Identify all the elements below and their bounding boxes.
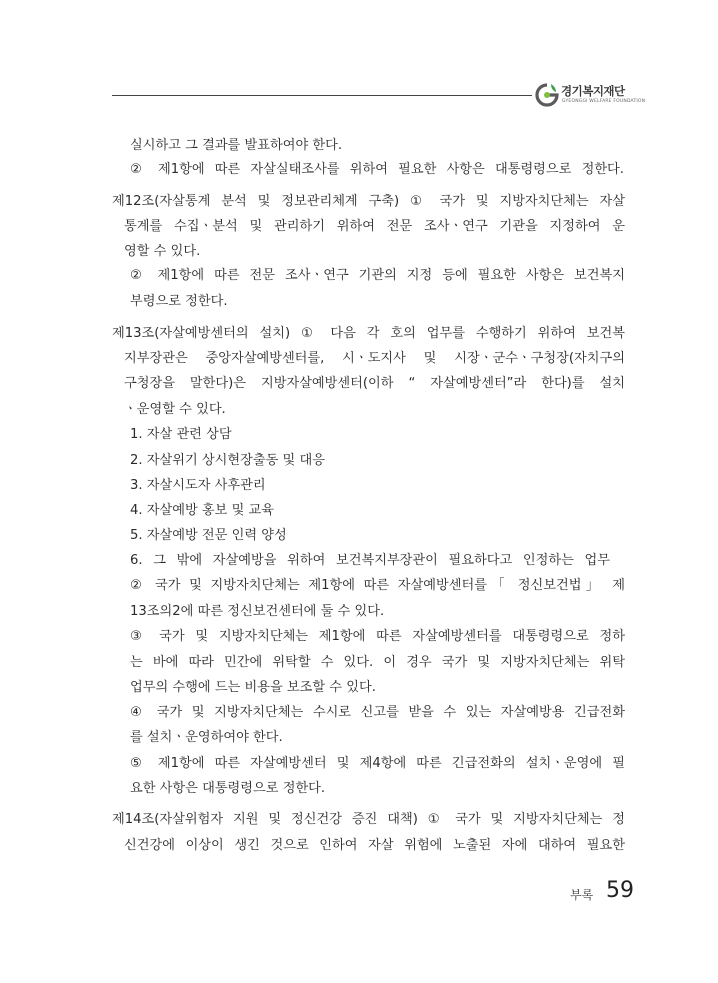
body-line: ② 제1항에 따른 자살실태조사를 위하여 필요한 사항은 대통령령으로 정한다. xyxy=(130,162,624,177)
body-line: ④ 국가 및 지방자치단체는 수시로 신고를 받을 수 있는 자살예방용 긴급전화 xyxy=(130,705,625,720)
body-line: 는 바에 따라 민간에 위탁할 수 있다. 이 경우 국가 및 지방자치단체는 위탁 xyxy=(130,655,625,670)
body-line: 13조의2에 따른 정신보건센터에 둘 수 있다. xyxy=(130,604,385,619)
list-item: 3. 자살시도자 사후관리 xyxy=(130,478,266,493)
foundation-logo-mark-icon xyxy=(534,82,560,108)
article-line: 제12조(자살통계 분석 및 정보관리체계 구축) ① 국가 및 지방자치단체는 자살 xyxy=(112,194,625,209)
page-number: 59 xyxy=(606,878,634,903)
body-line: ㆍ운영할 수 있다. xyxy=(124,402,226,417)
list-item: 5. 자살예방 전문 인력 양성 xyxy=(130,528,287,543)
list-item: 1. 자살 관련 상담 xyxy=(130,427,232,442)
list-item: 4. 자살예방 홍보 및 교육 xyxy=(130,503,275,518)
body-line: 를 설치ㆍ운영하여야 한다. xyxy=(130,730,283,745)
foundation-logo xyxy=(534,80,644,110)
list-item: 2. 자살위기 상시현장출동 및 대응 xyxy=(130,453,325,468)
logo-subtitle: GYEONGGI WELFARE FOUNDATION xyxy=(562,99,646,104)
body-line: 통계를 수집ㆍ분석 및 관리하기 위하여 전문 조사ㆍ연구 기관을 지정하여 운 xyxy=(124,219,625,234)
footer-section-label: 부록 xyxy=(570,888,594,902)
body-line: 부령으로 정한다. xyxy=(130,294,228,309)
article-line: 제14조(자살위험자 지원 및 정신건강 증진 대책) ① 국가 및 지방자치단체는 정 xyxy=(112,812,625,827)
body-line: 요한 사항은 대통령령으로 정한다. xyxy=(130,781,326,796)
body-line: 영할 수 있다. xyxy=(124,244,201,259)
body-line: 신건강에 이상이 생긴 것으로 인하여 자살 위험에 노출된 자에 대하여 필요한 xyxy=(124,838,625,853)
logo-name: 경기복지재단 xyxy=(561,84,625,98)
body-line: 업무의 수행에 드는 비용을 보조할 수 있다. xyxy=(130,680,376,695)
body-line: ② 국가 및 지방자치단체는 제1항에 따른 자살예방센터를「 정신보건법」 제 xyxy=(130,578,625,593)
body-line: 지부장관은 중앙자살예방센터를, 시ㆍ도지사 및 시장ㆍ군수ㆍ구청장(자치구의 xyxy=(124,351,625,366)
body-line: 실시하고 그 결과를 발표하여야 한다. xyxy=(130,138,343,153)
body-line: 구청장을 말한다)은 지방자살예방센터(이하 “ 자살예방센터”라 한다)를 설치 xyxy=(124,376,625,391)
header-rule xyxy=(112,95,532,96)
article-line: 제13조(자살예방센터의 설치) ① 다음 각 호의 업무를 수행하기 위하여 보건복 xyxy=(112,326,625,341)
list-item: 6. 그 밖에 자살예방을 위하여 보건복지부장관이 필요하다고 인정하는 업무 xyxy=(130,553,610,568)
body-line: ⑤ 제1항에 따른 자살예방센터 및 제4항에 따른 긴급전화의 설치ㆍ운영에 필 xyxy=(130,756,625,771)
body-line: ③ 국가 및 지방자치단체는 제1항에 따른 자살예방센터를 대통령령으로 정하 xyxy=(130,629,625,644)
body-line: ② 제1항에 따른 전문 조사ㆍ연구 기관의 지정 등에 필요한 사항은 보건복지 xyxy=(130,268,625,283)
